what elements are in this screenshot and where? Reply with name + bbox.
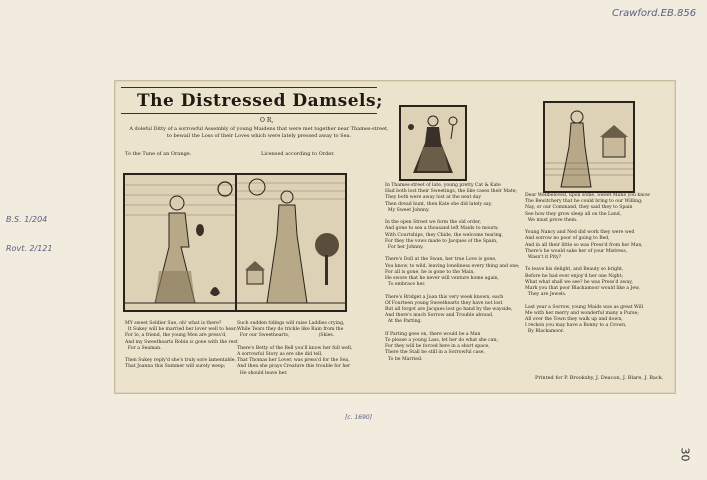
verse-col-4: Dear Wellbeloved, upon some, Sweet Millie you know The Bewitchery that he could bring to our Willing; Nay, or our Command, they said they to Spain See how they grow sleep all on the Land, We must prove them. Young Nancy and Ned did work they were wed And sorrow no poor of going to Bed, And in all their little so was Press'd from her Man, There's he would sake her of your Mistress, Wasn't it Pity? To leave his delight, and Beauty so bright, Before he had ever enjoy'd her one Night; What what shall we see? he was Press'd away, Mark you that poor Blackamoor would like a Jew, They are Jewels. Last year a Sorrow, young Maids was as great Will Me with her merry and wonderful many a Purse; All over the Town they walk up and down, I reckon you may have a Bonny to a Crown, By Blackamoor.: [525, 193, 650, 335]
page-number: 30: [678, 447, 692, 462]
ballad-subtitle: A doleful Ditty of a sorrowful Assembly of young Maidens that were met together near Thames-street, to bewail the Loss of their Loves which were lately pressed away to Sea.: [129, 126, 389, 139]
margin-note-1: B.S. 1/204: [6, 215, 48, 224]
printers-imprint: Printed for P. Brooksby, J. Deacon, J. Blare, J. Back.: [535, 375, 664, 381]
ballad-title: The Distressed Damsels;: [137, 91, 383, 111]
license-line: Licensed according to Order.: [261, 151, 335, 157]
title-rule-top: [121, 87, 377, 88]
title-rule-bottom: [121, 113, 377, 114]
margin-note-2: Rovt. 2/121: [6, 244, 53, 253]
verse-col-1: MY sweet Soldier Sue, oh! what is there? It Sukey will be married her lover well to hear; For lo, a friend, the young Men are press'd, And my Sweethearts Robin is gone with the rest For a Seaman. Then Sukey reply'd she's truly sore lamentable, That Joanna this Summer will surely weep;: [125, 321, 238, 370]
verse-col-3: In Thames-street of late, young pretty Cat & Kate Had both lost their Sweetings, the like cases their Mate; They both were away lost at the next day Then dread hunt, then Kate she did lately say, My Sweet Johnny. In the open Street we form the old order, And gone to sea a thousand left Maids to mourn; With Courtships, they Chide, the welcome tearing, For they the vows made to Jacques of the Spain, For her Johnny. There's Doll at the Swan, her true Love is gone, You know, to wild, leaving loneliness every thing and one; For all is gone, he is gone to the Main, He swore that he never will venture home again, To embrace her. There's Bridget a Joan this very week known, each Of Fourteen young Sweethearts they have not lost But all forgot are Jacques lost go hand by the wayside, And there's much Sorrow and Trouble abroad, At the Parting. If Parting goes on, there would be a Man To please a young Lass, let her do what she can; For they will be forced here in a short space, There the Stall be still in a Sorrowful case, To be Married.: [385, 183, 520, 362]
woodcut-lady-tree: [235, 173, 347, 312]
ballad-sheet: [114, 80, 676, 394]
or-line: O R,: [260, 117, 274, 124]
woodcut-lady-mirror: [123, 173, 247, 312]
tune-line: To the Tune of an Orange.: [125, 151, 192, 157]
verse-col-2: Such sudden tidings will raise Laddies crying, While Tears they do trickle like Rain from the For our Sweethearts, (Skies. There's Betty of the Bell you'll know her full well, A sorrowful Story as ere she did tell, That Thomas her Lover, was press'd for the Sea, And then she prays Creature this trouble for her He should leave her.: [237, 321, 353, 376]
woodcut-lady-flower: [399, 105, 467, 181]
shelfmark: Crawford.EB.856: [612, 8, 697, 19]
woodcut-lady-house: [543, 101, 635, 193]
date-annotation: [c. 1690]: [345, 414, 373, 421]
